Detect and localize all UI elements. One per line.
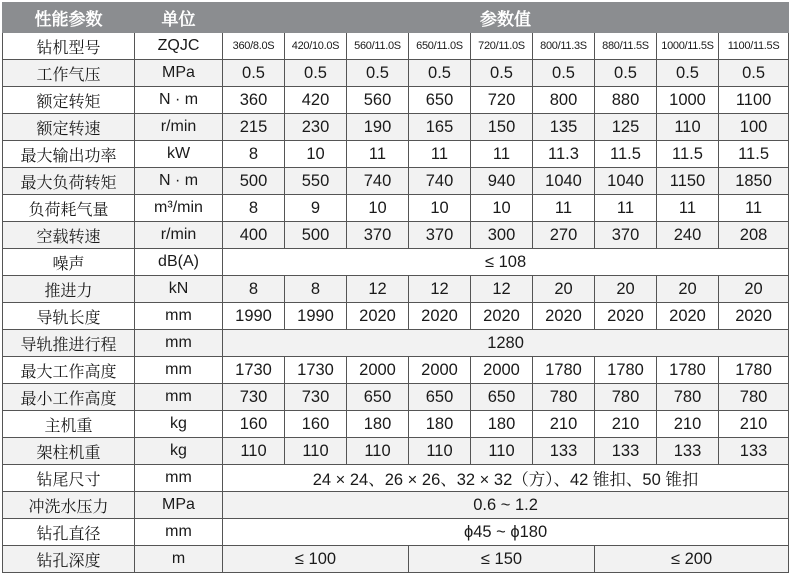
value-cell: 0.5 (719, 60, 789, 87)
table-row (3, 546, 789, 573)
header-unit: 单位 (135, 3, 223, 33)
table-row (3, 276, 789, 303)
value-cell: 240 (657, 222, 719, 249)
table-row (3, 33, 789, 60)
model-cell: 420/10.0S (285, 33, 347, 60)
model-cell: 1100/11.5S (719, 33, 789, 60)
value-cell: 1850 (719, 168, 789, 195)
value-cell: 0.5 (471, 60, 533, 87)
value-cell: 780 (719, 384, 789, 411)
row-unit: m³/min (135, 195, 223, 222)
value-cell: 12 (409, 276, 471, 303)
value-cell: 160 (285, 411, 347, 438)
value-cell: 208 (719, 222, 789, 249)
value-cell: 110 (223, 438, 285, 465)
table-row (3, 195, 789, 222)
row-label: 冲洗水压力 (3, 492, 135, 519)
value-cell: 11.3 (533, 141, 595, 168)
header-values: 参数值 (223, 3, 789, 33)
row-unit: mm (135, 330, 223, 357)
group-value-cell: ≤ 100 (223, 546, 409, 573)
value-cell: 8 (223, 195, 285, 222)
table-row (3, 411, 789, 438)
table-row (3, 357, 789, 384)
row-label: 钻尾尺寸 (3, 465, 135, 492)
model-cell: 650/11.0S (409, 33, 471, 60)
value-cell: 370 (595, 222, 657, 249)
value-cell: 190 (347, 114, 409, 141)
value-cell: 11.5 (719, 141, 789, 168)
value-cell: 0.5 (533, 60, 595, 87)
value-cell: 10 (471, 195, 533, 222)
table-row (3, 384, 789, 411)
row-unit: mm (135, 519, 223, 546)
value-cell: 1780 (595, 357, 657, 384)
table-header (3, 3, 789, 33)
value-cell: 360 (223, 87, 285, 114)
row-unit: N · m (135, 87, 223, 114)
value-cell: 20 (719, 276, 789, 303)
value-cell: 180 (471, 411, 533, 438)
value-cell: 230 (285, 114, 347, 141)
spec-table (2, 2, 789, 573)
span-value-cell: 0.6 ~ 1.2 (223, 492, 789, 519)
row-unit: mm (135, 303, 223, 330)
table-row (3, 87, 789, 114)
model-cell: 800/11.3S (533, 33, 595, 60)
value-cell: 1000 (657, 87, 719, 114)
value-cell: 650 (347, 384, 409, 411)
span-value-cell: ≤ 108 (223, 249, 789, 276)
value-cell: 650 (409, 87, 471, 114)
value-cell: 1730 (285, 357, 347, 384)
value-cell: 1040 (533, 168, 595, 195)
table-row (3, 492, 789, 519)
value-cell: 800 (533, 87, 595, 114)
value-cell: 500 (285, 222, 347, 249)
value-cell: 135 (533, 114, 595, 141)
value-cell: 560 (347, 87, 409, 114)
header-row (3, 3, 789, 33)
model-cell: 360/8.0S (223, 33, 285, 60)
table-row (3, 114, 789, 141)
value-cell: 740 (409, 168, 471, 195)
value-cell: 8 (223, 141, 285, 168)
value-cell: 110 (471, 438, 533, 465)
value-cell: 0.5 (347, 60, 409, 87)
value-cell: 0.5 (223, 60, 285, 87)
value-cell: 2000 (409, 357, 471, 384)
value-cell: 370 (347, 222, 409, 249)
value-cell: 100 (719, 114, 789, 141)
row-label: 钻孔深度 (3, 546, 135, 573)
value-cell: 1780 (719, 357, 789, 384)
value-cell: 20 (657, 276, 719, 303)
span-value-cell: 1280 (223, 330, 789, 357)
row-label: 工作气压 (3, 60, 135, 87)
value-cell: 11 (719, 195, 789, 222)
row-unit: kg (135, 438, 223, 465)
value-cell: 1730 (223, 357, 285, 384)
row-unit: dB(A) (135, 249, 223, 276)
value-cell: 20 (595, 276, 657, 303)
table-row (3, 222, 789, 249)
value-cell: 11 (533, 195, 595, 222)
value-cell: 210 (657, 411, 719, 438)
value-cell: 0.5 (285, 60, 347, 87)
value-cell: 133 (533, 438, 595, 465)
value-cell: 110 (409, 438, 471, 465)
row-label: 主机重 (3, 411, 135, 438)
value-cell: 730 (223, 384, 285, 411)
value-cell: 11 (347, 141, 409, 168)
table-body (3, 33, 789, 573)
value-cell: 8 (285, 276, 347, 303)
value-cell: 1990 (223, 303, 285, 330)
value-cell: 11 (657, 195, 719, 222)
table-row (3, 330, 789, 357)
value-cell: 940 (471, 168, 533, 195)
table-row (3, 303, 789, 330)
value-cell: 180 (409, 411, 471, 438)
value-cell: 780 (595, 384, 657, 411)
value-cell: 1040 (595, 168, 657, 195)
group-value-cell: ≤ 150 (409, 546, 595, 573)
value-cell: 780 (657, 384, 719, 411)
row-unit: r/min (135, 114, 223, 141)
value-cell: 110 (347, 438, 409, 465)
table-row (3, 60, 789, 87)
value-cell: 125 (595, 114, 657, 141)
row-unit: m (135, 546, 223, 573)
row-label: 最大输出功率 (3, 141, 135, 168)
value-cell: 730 (285, 384, 347, 411)
row-label: 额定转矩 (3, 87, 135, 114)
span-value-cell: ϕ45 ~ ϕ180 (223, 519, 789, 546)
value-cell: 133 (719, 438, 789, 465)
group-value-cell: ≤ 200 (595, 546, 789, 573)
value-cell: 2020 (471, 303, 533, 330)
model-cell: 1000/11.5S (657, 33, 719, 60)
row-label: 钻机型号 (3, 33, 135, 60)
table-row (3, 519, 789, 546)
value-cell: 2020 (533, 303, 595, 330)
row-label: 最大工作高度 (3, 357, 135, 384)
value-cell: 11.5 (595, 141, 657, 168)
model-cell: 560/11.0S (347, 33, 409, 60)
value-cell: 2000 (347, 357, 409, 384)
value-cell: 550 (285, 168, 347, 195)
value-cell: 2000 (471, 357, 533, 384)
row-label: 最小工作高度 (3, 384, 135, 411)
value-cell: 780 (533, 384, 595, 411)
value-cell: 1780 (533, 357, 595, 384)
model-cell: 720/11.0S (471, 33, 533, 60)
value-cell: 420 (285, 87, 347, 114)
model-cell: 880/11.5S (595, 33, 657, 60)
row-unit: kg (135, 411, 223, 438)
value-cell: 11 (471, 141, 533, 168)
value-cell: 110 (657, 114, 719, 141)
table-row (3, 465, 789, 492)
value-cell: 1150 (657, 168, 719, 195)
value-cell: 9 (285, 195, 347, 222)
value-cell: 1100 (719, 87, 789, 114)
row-unit: MPa (135, 492, 223, 519)
value-cell: 270 (533, 222, 595, 249)
row-label: 空载转速 (3, 222, 135, 249)
value-cell: 2020 (409, 303, 471, 330)
header-property: 性能参数 (3, 3, 135, 33)
value-cell: 0.5 (595, 60, 657, 87)
value-cell: 2020 (719, 303, 789, 330)
value-cell: 1780 (657, 357, 719, 384)
row-label: 架柱机重 (3, 438, 135, 465)
row-label: 导轨推进行程 (3, 330, 135, 357)
table-row (3, 168, 789, 195)
value-cell: 20 (533, 276, 595, 303)
row-label: 最大负荷转矩 (3, 168, 135, 195)
value-cell: 650 (471, 384, 533, 411)
value-cell: 300 (471, 222, 533, 249)
value-cell: 133 (595, 438, 657, 465)
row-unit: mm (135, 384, 223, 411)
value-cell: 150 (471, 114, 533, 141)
row-unit: ZQJC (135, 33, 223, 60)
value-cell: 12 (347, 276, 409, 303)
value-cell: 2020 (595, 303, 657, 330)
row-label: 噪声 (3, 249, 135, 276)
value-cell: 370 (409, 222, 471, 249)
row-label: 额定转速 (3, 114, 135, 141)
value-cell: 880 (595, 87, 657, 114)
row-unit: mm (135, 465, 223, 492)
value-cell: 11.5 (657, 141, 719, 168)
row-unit: kW (135, 141, 223, 168)
table-row (3, 249, 789, 276)
value-cell: 740 (347, 168, 409, 195)
value-cell: 133 (657, 438, 719, 465)
value-cell: 720 (471, 87, 533, 114)
row-unit: MPa (135, 60, 223, 87)
row-unit: kN (135, 276, 223, 303)
value-cell: 180 (347, 411, 409, 438)
row-unit: N · m (135, 168, 223, 195)
value-cell: 11 (409, 141, 471, 168)
value-cell: 0.5 (657, 60, 719, 87)
value-cell: 10 (347, 195, 409, 222)
value-cell: 2020 (657, 303, 719, 330)
row-label: 负荷耗气量 (3, 195, 135, 222)
row-unit: mm (135, 357, 223, 384)
value-cell: 215 (223, 114, 285, 141)
row-label: 导轨长度 (3, 303, 135, 330)
value-cell: 11 (595, 195, 657, 222)
value-cell: 1990 (285, 303, 347, 330)
value-cell: 160 (223, 411, 285, 438)
row-label: 钻孔直径 (3, 519, 135, 546)
value-cell: 210 (533, 411, 595, 438)
value-cell: 400 (223, 222, 285, 249)
row-unit: r/min (135, 222, 223, 249)
value-cell: 110 (285, 438, 347, 465)
value-cell: 2020 (347, 303, 409, 330)
value-cell: 210 (719, 411, 789, 438)
value-cell: 10 (285, 141, 347, 168)
value-cell: 0.5 (409, 60, 471, 87)
value-cell: 8 (223, 276, 285, 303)
value-cell: 165 (409, 114, 471, 141)
value-cell: 10 (409, 195, 471, 222)
row-label: 推进力 (3, 276, 135, 303)
value-cell: 12 (471, 276, 533, 303)
table-row (3, 438, 789, 465)
table-row (3, 141, 789, 168)
span-value-cell: 24 × 24、26 × 26、32 × 32（方）、42 锥扣、50 锥扣 (223, 465, 789, 492)
value-cell: 500 (223, 168, 285, 195)
value-cell: 210 (595, 411, 657, 438)
value-cell: 650 (409, 384, 471, 411)
